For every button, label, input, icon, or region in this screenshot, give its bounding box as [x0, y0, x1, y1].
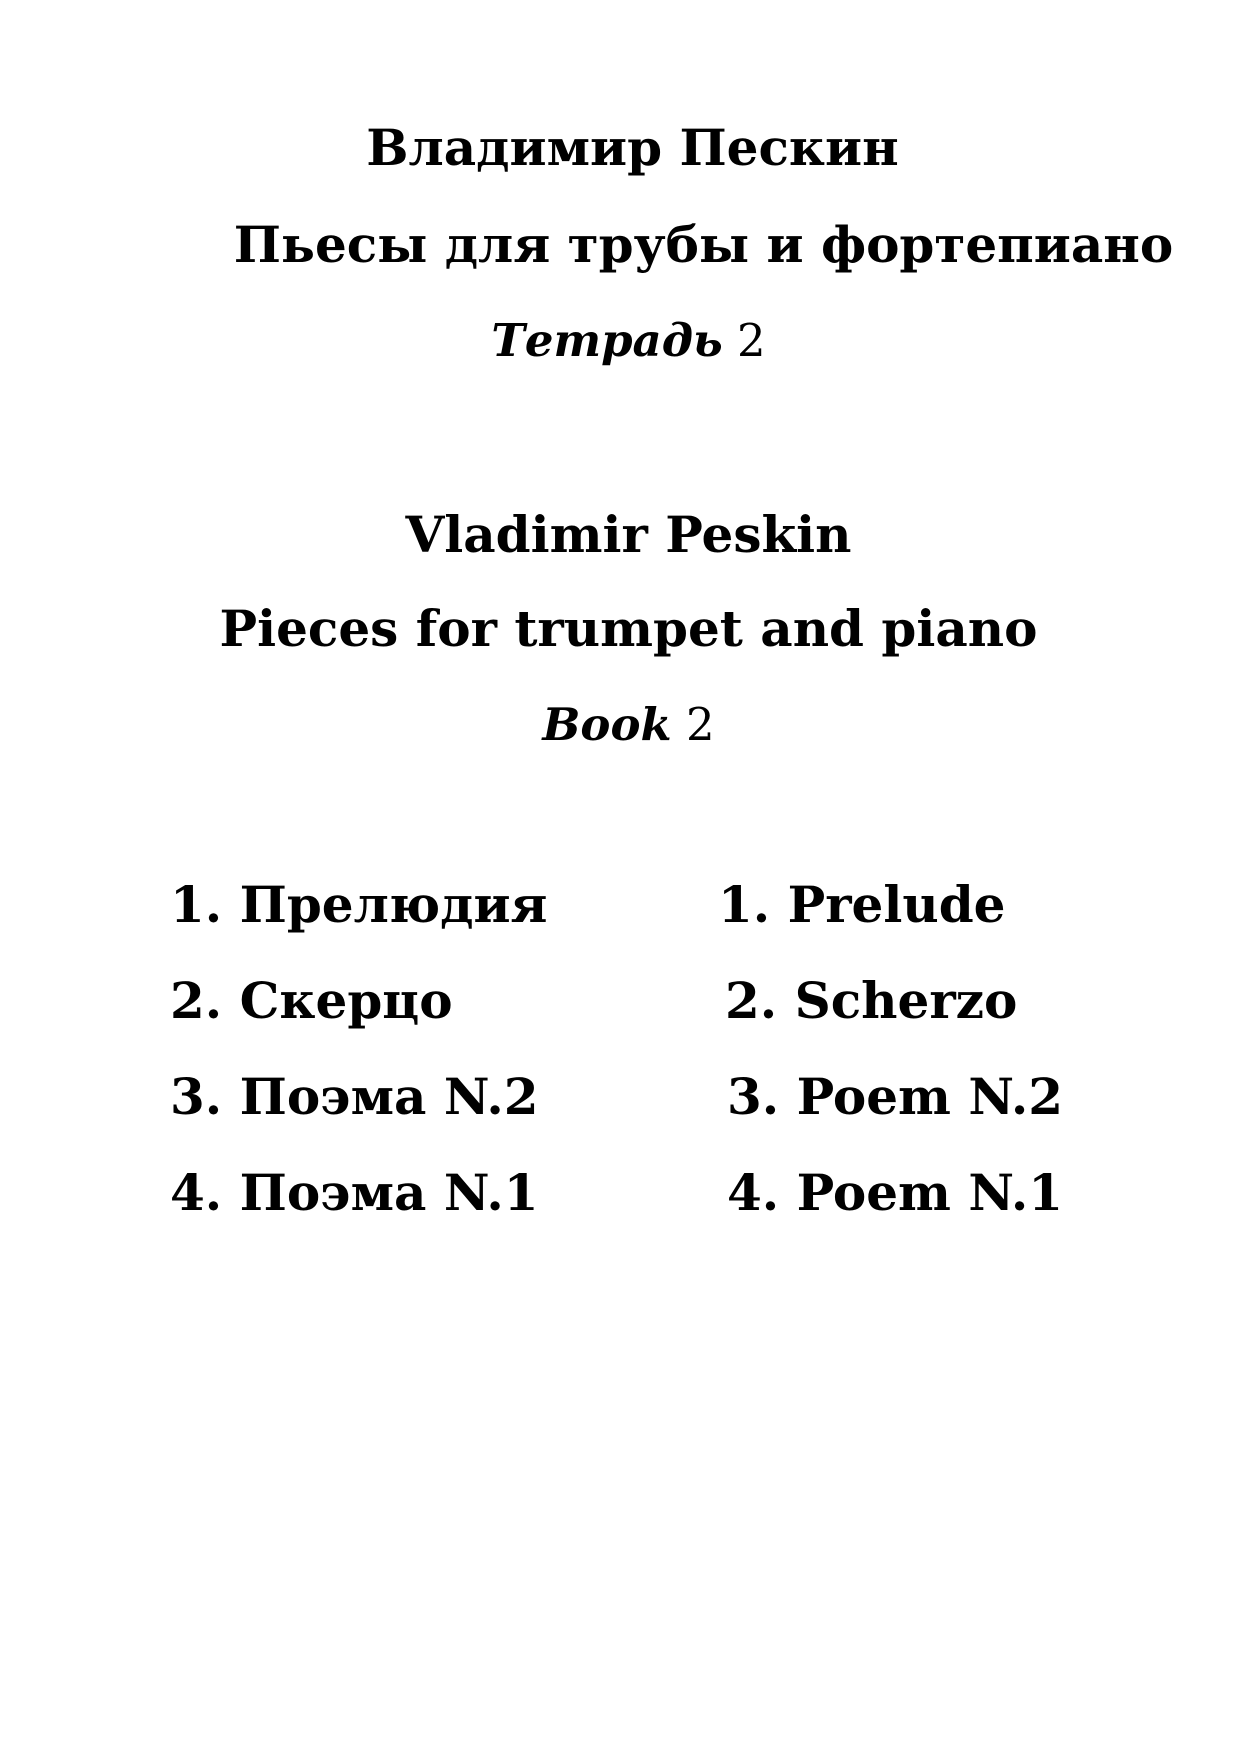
contents-item-russian: 2. Скерцо [170, 971, 453, 1030]
contents-item-english: 3. Poem N.2 [727, 1067, 1064, 1126]
english-author-name: Vladimir Peskin [405, 505, 852, 564]
contents-item-russian: 4. Поэма N.1 [170, 1163, 539, 1222]
russian-book-word: Тетрадь [491, 314, 723, 367]
contents-item-russian: 3. Поэма N.2 [170, 1067, 539, 1126]
russian-book-number: 2 [737, 314, 766, 367]
contents-item-english: 1. Prelude [718, 875, 1006, 934]
contents-item-english: 2. Scherzo [725, 971, 1018, 1030]
russian-author-name: Владимир Пескин [366, 118, 899, 177]
contents-row [0, 875, 1257, 940]
contents-row [0, 1163, 1257, 1228]
english-book-label [0, 698, 1257, 751]
contents-row [0, 971, 1257, 1036]
contents-item-russian: 1. Прелюдия [170, 875, 548, 934]
english-collection-title: Pieces for trumpet and piano [219, 599, 1038, 658]
russian-book-label [0, 314, 1257, 367]
english-book-word: Book [542, 698, 672, 751]
russian-collection-title: Пьесы для трубы и фортепиано [233, 215, 1174, 274]
english-book-number: 2 [685, 698, 715, 751]
contents-item-english: 4. Poem N.1 [727, 1163, 1064, 1222]
contents-row [0, 1067, 1257, 1132]
